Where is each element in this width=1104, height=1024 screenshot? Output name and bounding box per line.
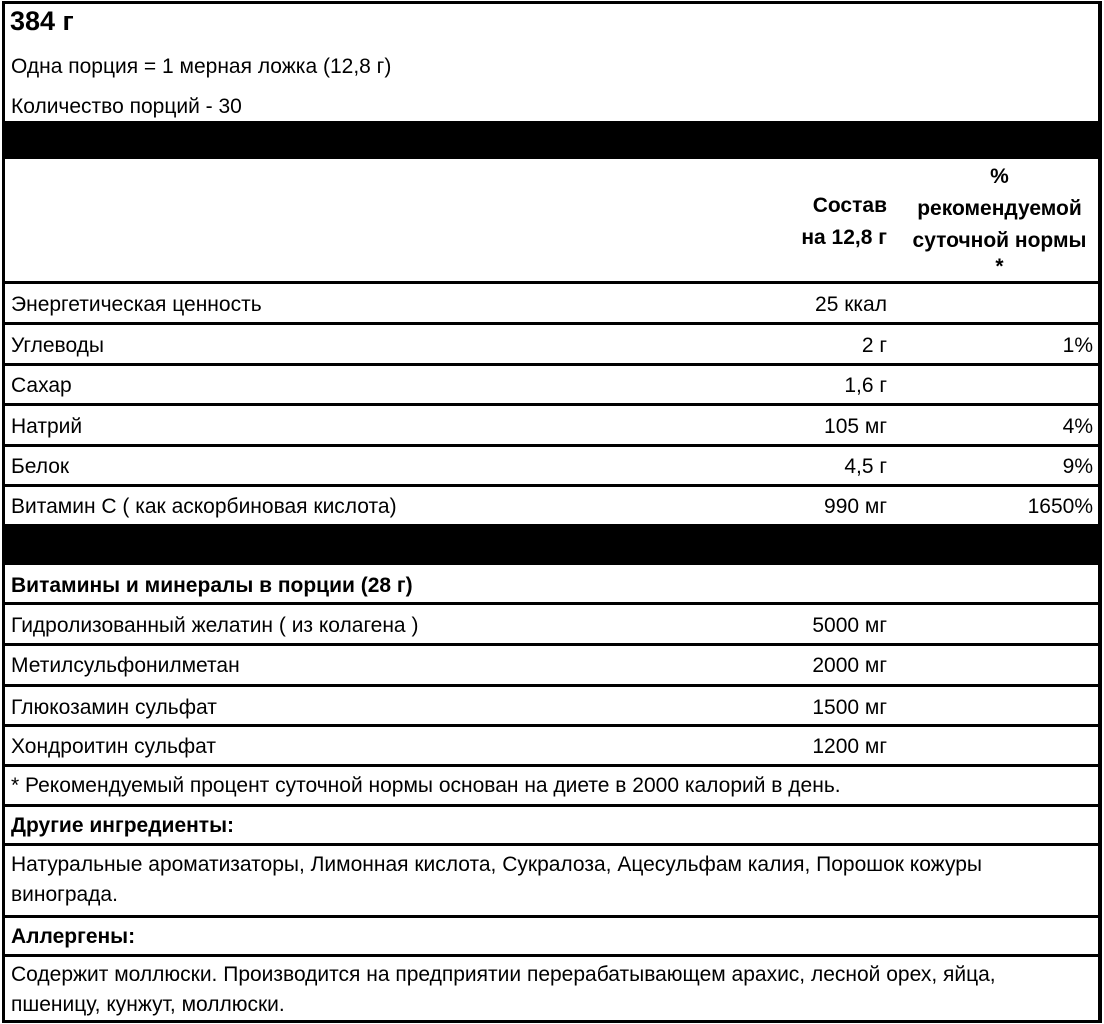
divider (5, 764, 1098, 767)
allergens-heading: Аллергены: (11, 925, 136, 948)
footnote: * Рекомендуемый процент суточной нормы основан на диете в 2000 калорий в день. (11, 774, 841, 797)
other-ingredients-text: Натуральные ароматизаторы, Лимонная кислота, Сукралоза, Ацесульфам калия, Порошок кожуры винограда. (11, 853, 982, 906)
table-row (5, 605, 1098, 645)
composition-header-line1: Состав (812, 194, 887, 217)
separator-bar (5, 524, 1098, 565)
ingredient-name: Хондроитин сульфат (11, 735, 217, 758)
divider (5, 954, 1098, 957)
nutrient-name: Углеводы (11, 334, 105, 357)
nutrient-value: 1,6 г (844, 374, 887, 397)
daily-value-header-line3: суточной нормы (912, 229, 1087, 252)
nutrient-name: Витамин С ( как аскорбиновая кислота) (11, 495, 397, 518)
table-row (5, 487, 1098, 525)
serving-size: Одна порция = 1 мерная ложка (12,8 г) (11, 55, 392, 78)
ingredient-name: Глюкозамин сульфат (11, 696, 217, 719)
ingredient-value: 5000 мг (812, 614, 887, 637)
nutrient-name: Белок (11, 455, 70, 478)
other-ingredients-heading: Другие ингредиенты: (11, 814, 235, 837)
nutrition-label (2, 1, 1102, 1023)
daily-value-header-line4: * (995, 255, 1004, 278)
ingredient-name: Метилсульфонилметан (11, 654, 240, 677)
nutrient-value: 4,5 г (844, 455, 887, 478)
nutrient-name: Энергетическая ценность (11, 293, 262, 316)
nutrient-value: 105 мг (824, 415, 887, 438)
product-weight: 384 г (10, 6, 74, 36)
daily-value-header (898, 161, 1101, 277)
composition-header-line2: на 12,8 г (801, 226, 887, 249)
table-row (5, 447, 1098, 485)
table-row (5, 687, 1098, 725)
nutrient-pct: 4% (1062, 415, 1093, 438)
nutrient-value: 2 г (861, 334, 887, 357)
nutrient-value: 25 ккал (815, 293, 887, 316)
table-row (5, 727, 1098, 765)
table-row (5, 646, 1098, 684)
separator-bar (5, 121, 1098, 159)
ingredient-value: 1500 мг (812, 696, 887, 719)
nutrient-name: Сахар (11, 374, 72, 397)
daily-value-header-line2: рекомендуемой (917, 197, 1082, 220)
divider (5, 804, 1098, 807)
nutrient-name: Натрий (11, 415, 83, 438)
nutrient-value: 990 мг (824, 495, 887, 518)
nutrient-pct: 1650% (1027, 495, 1093, 518)
allergens-text: Содержит моллюски. Производится на предприятии перерабатывающем арахис, лесной орех, яйца, пшеницу, кунжут, моллюски. (11, 963, 996, 1016)
servings-count: Количество порций - 30 (11, 95, 242, 118)
ingredient-name: Гидролизованный желатин ( из колагена ) (11, 614, 419, 637)
table-row (5, 325, 1098, 363)
table-row (5, 284, 1098, 324)
divider (5, 843, 1098, 846)
composition-header (5, 190, 887, 254)
table-row (5, 406, 1098, 444)
daily-value-header-line1: % (990, 165, 1009, 188)
ingredient-value: 2000 мг (812, 654, 887, 677)
divider (5, 915, 1098, 918)
vitamins-heading: Витамины и минералы в порции (28 г) (11, 574, 413, 597)
nutrient-pct: 1% (1062, 334, 1093, 357)
ingredient-value: 1200 мг (812, 735, 887, 758)
table-row (5, 366, 1098, 404)
nutrient-pct: 9% (1062, 455, 1093, 478)
